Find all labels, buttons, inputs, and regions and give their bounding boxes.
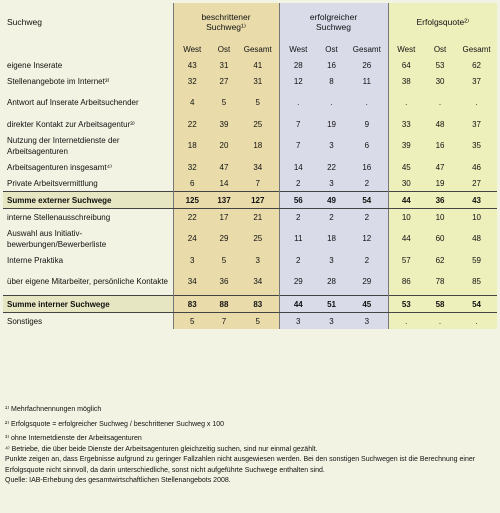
table-row (3, 132, 497, 159)
value-cell: . (388, 89, 424, 116)
value-cell: . (424, 89, 456, 116)
row-label: Summe interner Suchwege (3, 296, 173, 313)
value-cell: 16 (317, 57, 346, 73)
value-cell: 27 (211, 73, 237, 89)
value-cell: 20 (211, 132, 237, 159)
row-label: Summe externer Suchwege (3, 192, 173, 209)
header-group-line: beschrittener (201, 12, 251, 22)
value-cell: 12 (346, 225, 388, 252)
value-cell: 2 (317, 209, 346, 226)
header-row (3, 3, 497, 41)
subheader-cell: Ost (317, 41, 346, 57)
value-cell: 29 (346, 268, 388, 296)
value-cell: . (456, 89, 497, 116)
table-row (3, 159, 497, 175)
value-cell: 33 (388, 116, 424, 132)
value-cell: 34 (237, 268, 279, 296)
value-cell: 3 (317, 313, 346, 330)
value-cell: 5 (173, 313, 211, 330)
value-cell: 29 (211, 225, 237, 252)
value-cell: 38 (388, 73, 424, 89)
header-erfolgreicher-suchweg (279, 3, 388, 41)
value-cell: 46 (456, 159, 497, 175)
value-cell: 3 (279, 313, 317, 330)
value-cell: 11 (279, 225, 317, 252)
value-cell: 2 (279, 209, 317, 226)
value-cell: 53 (388, 296, 424, 313)
value-cell: 32 (173, 73, 211, 89)
header-group-line: Erfolgsquote²⁾ (416, 17, 470, 27)
value-cell: 32 (173, 159, 211, 175)
value-cell: 25 (237, 225, 279, 252)
value-cell: 2 (346, 252, 388, 268)
value-cell: 28 (279, 57, 317, 73)
header-group-line: Suchweg (316, 22, 352, 32)
value-cell: 11 (346, 73, 388, 89)
table-row (3, 57, 497, 73)
footnote-paragraph: Punkte zeigen an, dass Ergebnisse aufgrund zu geringer Fallzahlen nicht ausgewiesen werden. Bei den sonstigen Suchwegen ist die Berechnung einer Erfolgsquote nicht sinnvoll, da darin unterschiedliche, sonst nicht aufgeführte Suchwege enthalten sind. (5, 456, 476, 474)
value-cell: . (424, 313, 456, 330)
subheader-cell: West (279, 41, 317, 57)
value-cell: 49 (317, 192, 346, 209)
value-cell: 47 (424, 159, 456, 175)
value-cell: 60 (424, 225, 456, 252)
value-cell: 44 (388, 225, 424, 252)
value-cell: 5 (211, 89, 237, 116)
value-cell: 137 (211, 192, 237, 209)
value-cell: 6 (173, 175, 211, 192)
value-cell: 6 (346, 132, 388, 159)
value-cell: 58 (424, 296, 456, 313)
table-row (3, 268, 497, 296)
value-cell: . (279, 89, 317, 116)
value-cell: 43 (456, 192, 497, 209)
value-cell: 127 (237, 192, 279, 209)
table-row (3, 296, 497, 313)
value-cell: 47 (211, 159, 237, 175)
value-cell: 31 (211, 57, 237, 73)
table-row (3, 313, 497, 330)
value-cell: 28 (317, 268, 346, 296)
table-row (3, 192, 497, 209)
value-cell: 53 (424, 57, 456, 73)
value-cell: 54 (346, 192, 388, 209)
value-cell: 34 (173, 268, 211, 296)
value-cell: 41 (237, 57, 279, 73)
header-beschrittener-suchweg (173, 3, 279, 41)
value-cell: 22 (173, 209, 211, 226)
value-cell: 51 (317, 296, 346, 313)
value-cell: 17 (211, 209, 237, 226)
header-group-line: erfolgreicher (309, 12, 358, 22)
table-row (3, 73, 497, 89)
value-cell: 48 (456, 225, 497, 252)
row-label: eigene Inserate (7, 60, 63, 70)
value-cell: 30 (424, 73, 456, 89)
value-cell: 16 (424, 132, 456, 159)
subheader-cell: West (173, 41, 211, 57)
value-cell: 22 (317, 159, 346, 175)
value-cell: 39 (388, 132, 424, 159)
footnote-4: ⁴⁾ Betriebe, die über beide Dienste der Arbeitsagenturen gleichzeitig suchen, sind nur einmal gezählt. (5, 445, 318, 453)
suchwege-table (3, 3, 497, 329)
value-cell: 24 (173, 225, 211, 252)
header-erfolgsquote (388, 3, 497, 41)
row-label: interne Stellenausschreibung (7, 212, 111, 222)
value-cell: 59 (456, 252, 497, 268)
value-cell: 64 (388, 57, 424, 73)
value-cell: 83 (173, 296, 211, 313)
value-cell: 5 (211, 252, 237, 268)
value-cell: 37 (456, 73, 497, 89)
value-cell: 3 (317, 175, 346, 192)
value-cell: 31 (237, 73, 279, 89)
value-cell: 48 (424, 116, 456, 132)
value-cell: . (456, 313, 497, 330)
value-cell: 57 (388, 252, 424, 268)
value-cell: 19 (424, 175, 456, 192)
row-label: direkter Kontakt zur Arbeitsagentur³⁾ (7, 119, 135, 129)
value-cell: . (388, 313, 424, 330)
value-cell: 88 (211, 296, 237, 313)
value-cell: 85 (456, 268, 497, 296)
value-cell: 44 (388, 192, 424, 209)
value-cell: 5 (237, 89, 279, 116)
subheader-row (3, 41, 497, 57)
value-cell: 7 (279, 116, 317, 132)
row-label: Interne Praktika (7, 255, 64, 265)
value-cell: 8 (317, 73, 346, 89)
value-cell: 3 (346, 313, 388, 330)
value-cell: 14 (279, 159, 317, 175)
footnote-2: ²⁾ Erfolgsquote = erfolgreicher Suchweg / beschrittener Suchweg x 100 (5, 420, 225, 428)
value-cell: 83 (237, 296, 279, 313)
table-row (3, 89, 497, 116)
value-cell: 18 (317, 225, 346, 252)
row-label: Sonstiges (7, 316, 43, 326)
table-row (3, 116, 497, 132)
value-cell: 29 (279, 268, 317, 296)
value-cell: 78 (424, 268, 456, 296)
table-row (3, 175, 497, 192)
value-cell: 19 (317, 116, 346, 132)
subheader-cell: Gesamt (456, 41, 497, 57)
value-cell: 3 (317, 132, 346, 159)
value-cell: 3 (317, 252, 346, 268)
value-cell: 18 (237, 132, 279, 159)
value-cell: 25 (237, 116, 279, 132)
subheader-cell: Gesamt (346, 41, 388, 57)
value-cell: 62 (456, 57, 497, 73)
value-cell: 35 (456, 132, 497, 159)
value-cell: 36 (424, 192, 456, 209)
row-label: Auswahl aus Initiativ-bewerbungen/Bewerberliste (7, 228, 107, 249)
value-cell: 34 (237, 159, 279, 175)
footnote-1: ¹⁾ Mehrfachnennungen möglich (5, 406, 102, 413)
value-cell: 36 (211, 268, 237, 296)
source-note: Quelle: IAB-Erhebung des gesamtwirtschaftlichen Stellenangebots 2008. (5, 477, 231, 484)
value-cell: 27 (456, 175, 497, 192)
value-cell: 62 (424, 252, 456, 268)
value-cell: 7 (211, 313, 237, 330)
value-cell: 12 (279, 73, 317, 89)
value-cell: 22 (173, 116, 211, 132)
value-cell: 5 (237, 313, 279, 330)
value-cell: 10 (424, 209, 456, 226)
value-cell: 7 (279, 132, 317, 159)
value-cell: 7 (237, 175, 279, 192)
value-cell: 26 (346, 57, 388, 73)
value-cell: . (317, 89, 346, 116)
header-group-line: Suchweg¹⁾ (206, 22, 246, 32)
value-cell: 43 (173, 57, 211, 73)
row-label: Stellenangebote im Internet³⁾ (7, 76, 110, 86)
value-cell: 30 (388, 175, 424, 192)
subheader-cell: Ost (424, 41, 456, 57)
footnote-3: ³⁾ ohne Internetdienste der Arbeitsagenturen (5, 435, 142, 442)
value-cell: 125 (173, 192, 211, 209)
value-cell: 44 (279, 296, 317, 313)
row-label: Antwort auf Inserate Arbeitsuchender (7, 98, 139, 107)
table-row (3, 252, 497, 268)
table-row (3, 225, 497, 252)
value-cell: 4 (173, 89, 211, 116)
value-cell: 2 (279, 175, 317, 192)
table-body (3, 57, 497, 329)
subheader-cell: Gesamt (237, 41, 279, 57)
value-cell: 14 (211, 175, 237, 192)
value-cell: 45 (346, 296, 388, 313)
value-cell: 3 (173, 252, 211, 268)
table-row (3, 209, 497, 226)
value-cell: 2 (346, 175, 388, 192)
row-label: Private Arbeitsvermittlung (7, 178, 98, 188)
header-suchweg: Suchweg (7, 17, 42, 27)
value-cell: 45 (388, 159, 424, 175)
value-cell: 37 (456, 116, 497, 132)
value-cell: 9 (346, 116, 388, 132)
value-cell: 3 (237, 252, 279, 268)
value-cell: 18 (173, 132, 211, 159)
value-cell: 56 (279, 192, 317, 209)
subheader-empty (3, 41, 173, 57)
value-cell: . (346, 89, 388, 116)
row-label: über eigene Mitarbeiter, persönliche Kontakte (7, 277, 168, 286)
value-cell: 86 (388, 268, 424, 296)
value-cell: 21 (237, 209, 279, 226)
row-label: Nutzung der Internetdienste der Arbeitsagenturen (7, 135, 120, 156)
value-cell: 54 (456, 296, 497, 313)
value-cell: 2 (346, 209, 388, 226)
value-cell: 39 (211, 116, 237, 132)
value-cell: 16 (346, 159, 388, 175)
subheader-cell: Ost (211, 41, 237, 57)
subheader-cell: West (388, 41, 424, 57)
row-label: Arbeitsagenturen insgesamt⁴⁾ (7, 162, 113, 172)
value-cell: 10 (388, 209, 424, 226)
footnotes (5, 405, 495, 487)
value-cell: 10 (456, 209, 497, 226)
value-cell: 2 (279, 252, 317, 268)
